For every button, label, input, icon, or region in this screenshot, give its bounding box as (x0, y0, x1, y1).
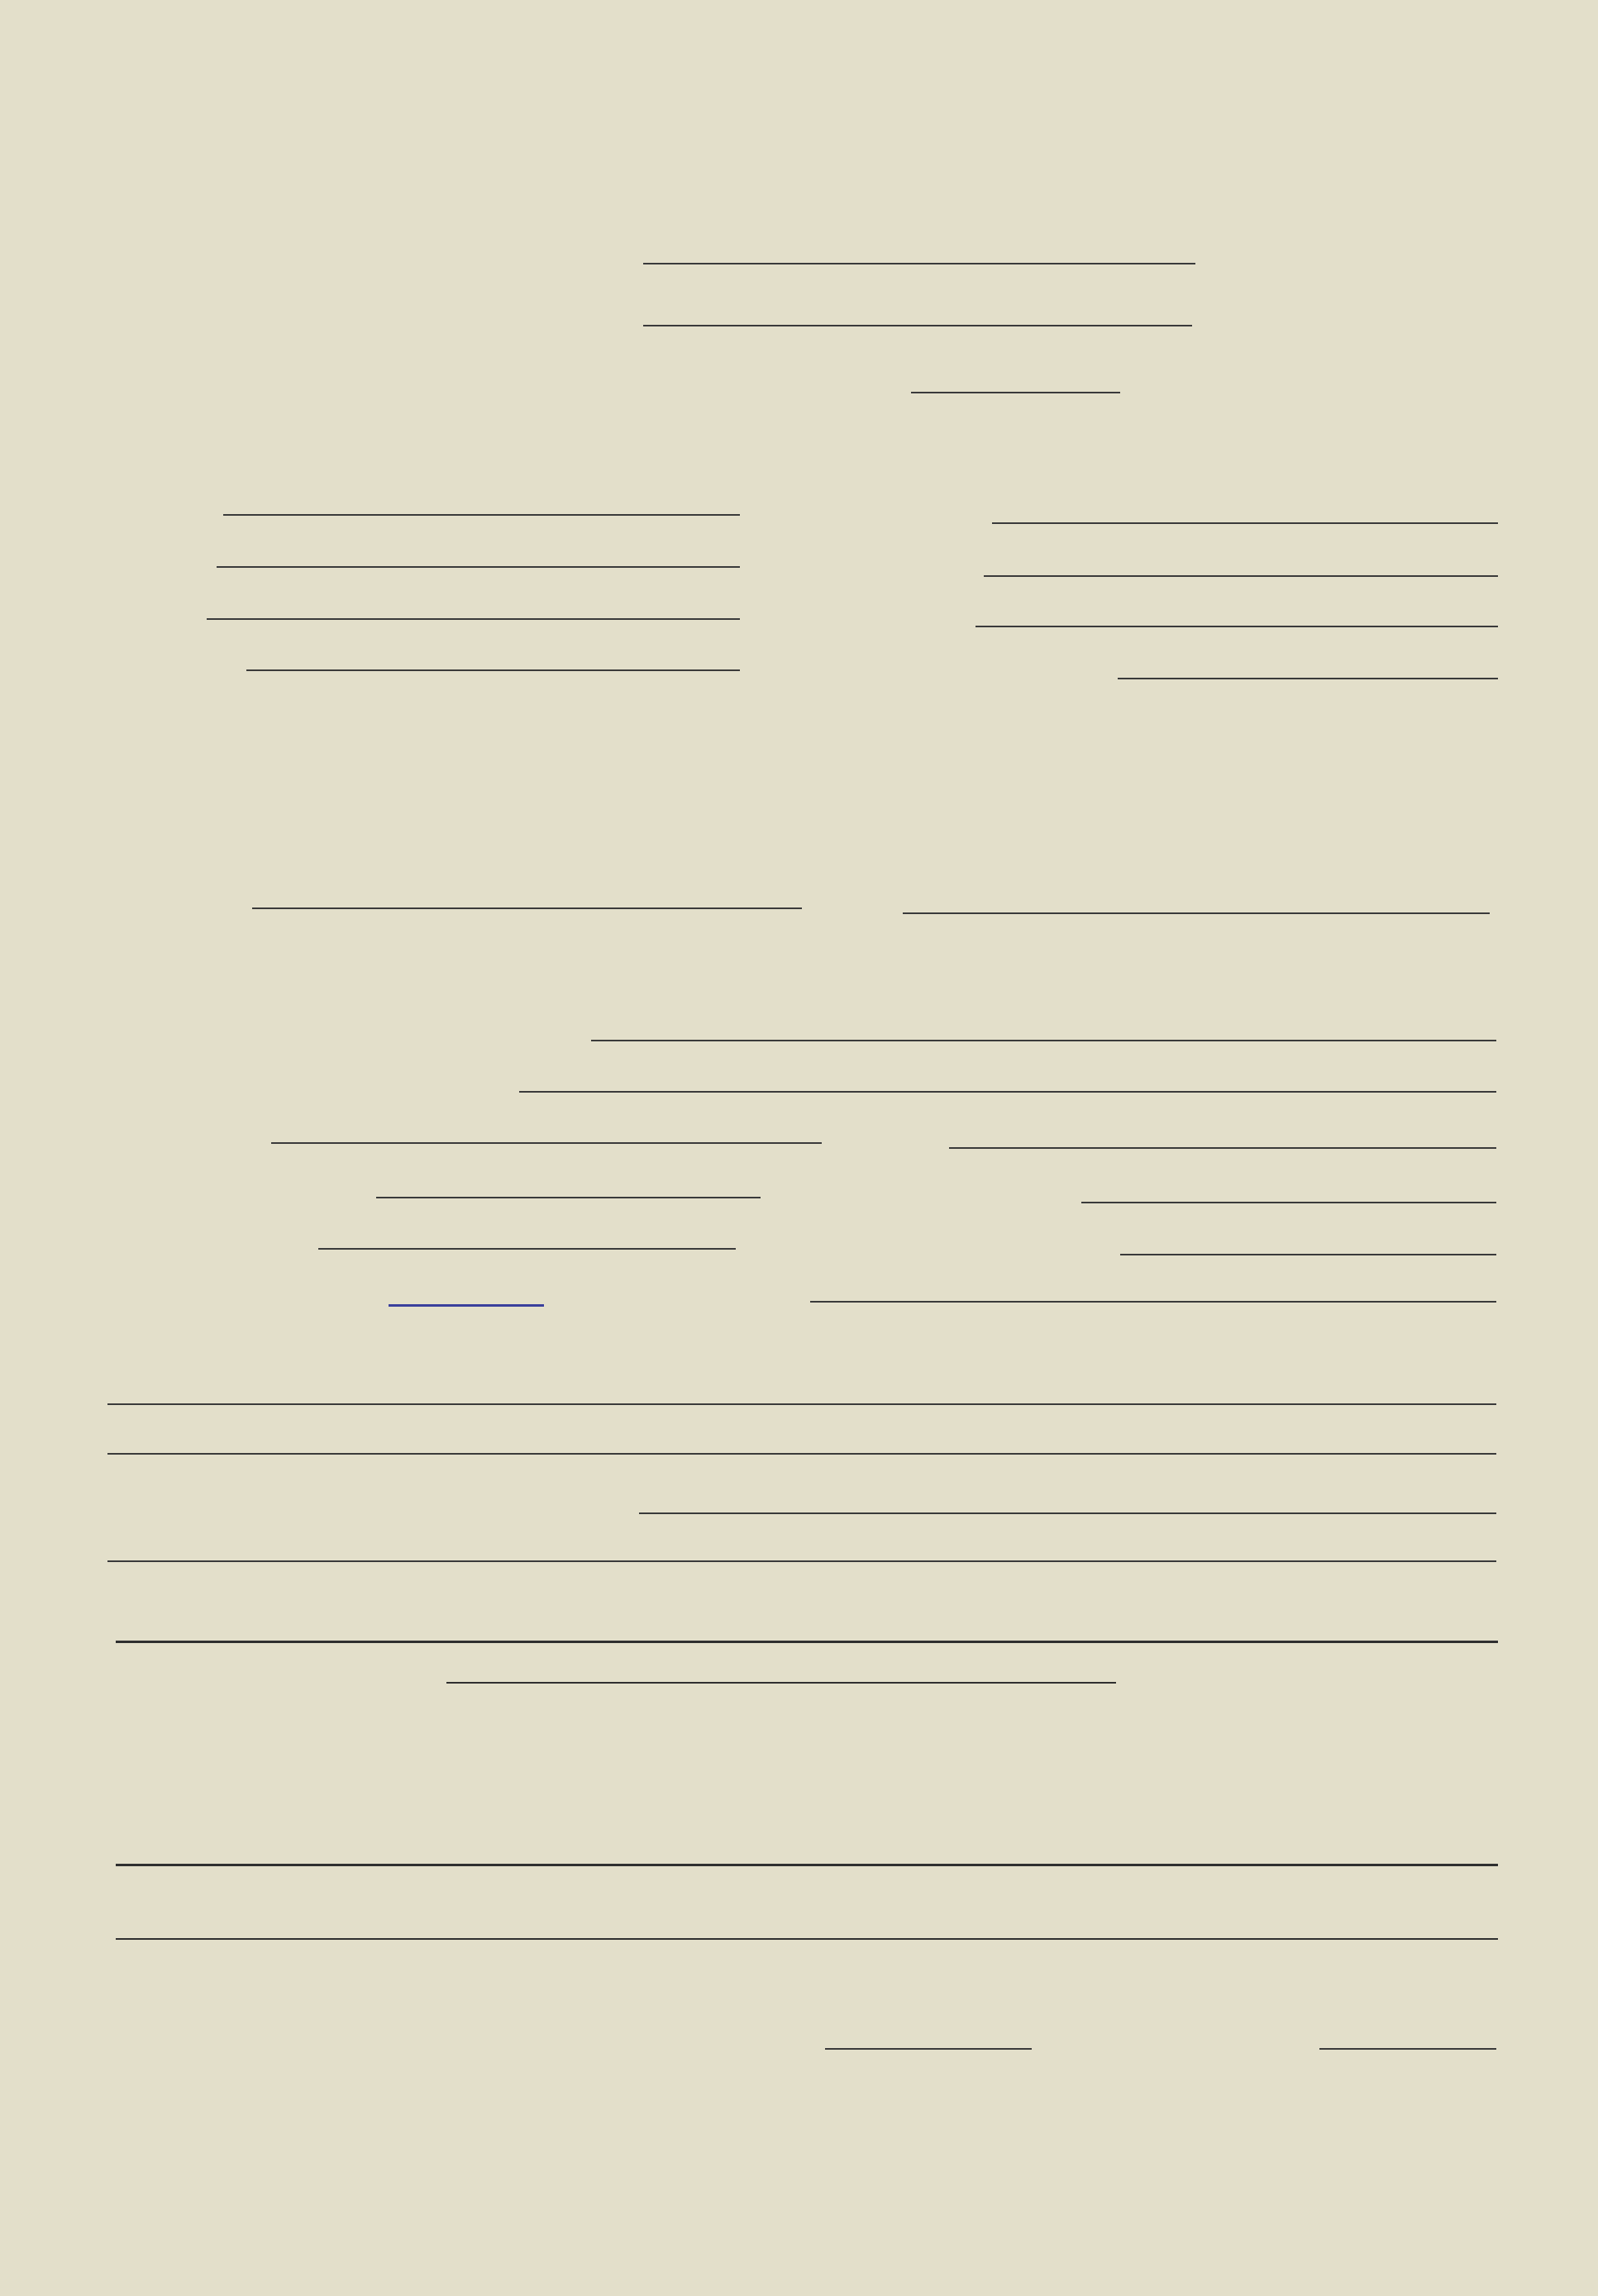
table-group-rule (446, 1682, 1116, 1684)
workdays-a-line (825, 2048, 1032, 2050)
table-row-rule (116, 1938, 1498, 1940)
workdays-b-line (1319, 2048, 1496, 2050)
table-header-bottom-rule (116, 1864, 1498, 1866)
table-top-rule (116, 1641, 1498, 1643)
